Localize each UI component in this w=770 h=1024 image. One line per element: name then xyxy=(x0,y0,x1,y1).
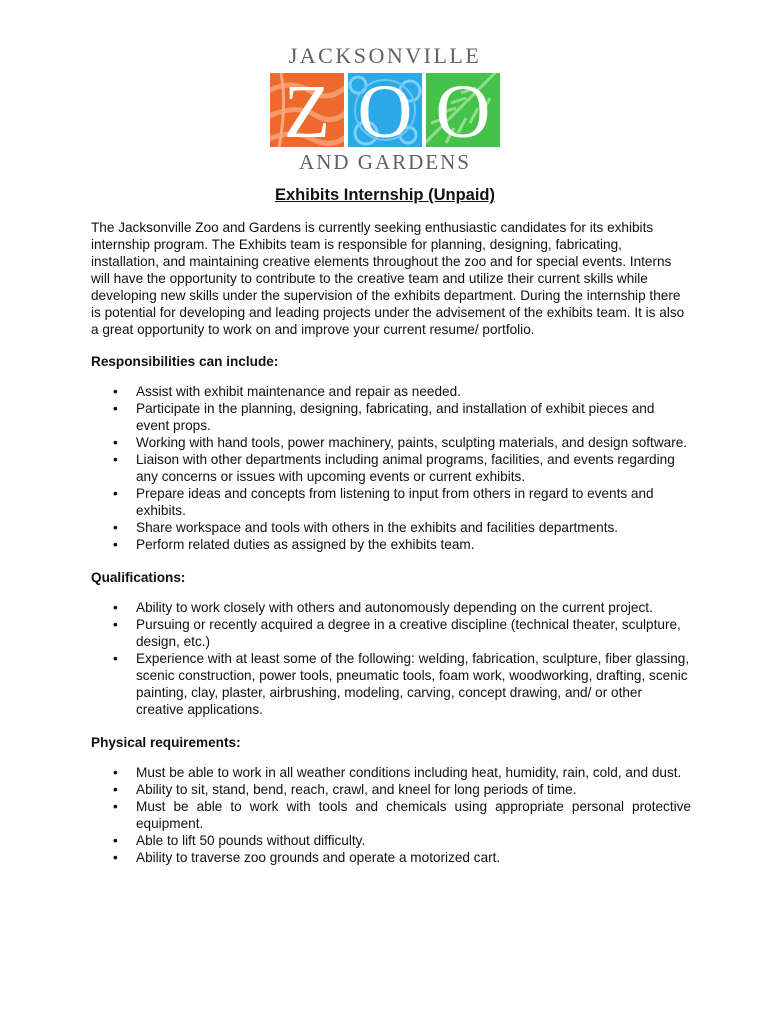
list-item: • Assist with exhibit maintenance and repair as needed. xyxy=(91,383,691,400)
logo-letter-o-1: O xyxy=(357,73,413,147)
logo-tiles xyxy=(270,73,500,147)
zoo-logo xyxy=(270,44,500,172)
list-item: • Perform related duties as assigned by the exhibits team. xyxy=(91,536,691,553)
list-item: • Participate in the planning, designing, fabricating, and installation of exhibit pieces and event props. xyxy=(91,400,691,434)
logo-letter-o-2: O xyxy=(435,73,491,147)
page-title: Exhibits Internship (Unpaid) xyxy=(274,186,495,204)
qualifications-list xyxy=(91,599,691,718)
logo-bottom-text: AND GARDENS xyxy=(299,150,471,174)
list-item: • Share workspace and tools with others in the exhibits and facilities departments. xyxy=(91,519,691,536)
list-item: • Able to lift 50 pounds without difficulty. xyxy=(91,832,691,849)
list-item: • Prepare ideas and concepts from listening to input from others in regard to events and exhibits. xyxy=(91,485,691,519)
list-item: • Ability to work closely with others and autonomously depending on the current project. xyxy=(91,599,691,616)
responsibilities-list xyxy=(91,383,691,553)
list-item: • Liaison with other departments including animal programs, facilities, and events regarding any concerns or issues with upcoming events or current exhibits. xyxy=(91,451,691,485)
physical-requirements-list xyxy=(91,764,691,866)
list-item: • Ability to traverse zoo grounds and operate a motorized cart. xyxy=(91,849,691,866)
logo-tile-blue xyxy=(348,73,422,147)
list-item: • Must be able to work in all weather conditions including heat, humidity, rain, cold, and dust. xyxy=(91,764,691,781)
list-item: • Ability to sit, stand, bend, reach, crawl, and kneel for long periods of time. xyxy=(91,781,691,798)
intro-paragraph: The Jacksonville Zoo and Gardens is currently seeking enthusiastic candidates for its exhibits internship program. The Exhibits team is responsible for planning, designing, fabricating, installation, and maintaining creative elements throughout the zoo and for special events. Interns will have the opportunity to contribute to the creative team and utilize their current skills while developing new skills under the supervision of the exhibits department. During the internship there is potential for developing and leading projects under the advisement of the exhibits team. It is also a great opportunity to work on and improve your current resume/ portfolio. xyxy=(91,220,685,337)
logo-letter-z: Z xyxy=(283,73,331,147)
logo-tile-green xyxy=(426,73,500,147)
qualifications-heading: Qualifications: xyxy=(91,570,186,585)
document-body xyxy=(91,219,691,866)
list-item: • Working with hand tools, power machinery, paints, sculpting materials, and design software. xyxy=(91,434,691,451)
logo-tile-orange xyxy=(270,73,344,147)
list-item: • Experience with at least some of the following: welding, fabrication, sculpture, fiber glassing, scenic construction, power tools, pneumatic tools, foam work, woodworking, drafting, scenic painting, clay, plaster, airbrushing, modeling, carving, concept drawing, and/ or other creative applications. xyxy=(91,650,691,718)
responsibilities-heading: Responsibilities can include: xyxy=(91,354,279,369)
list-item: • Pursuing or recently acquired a degree in a creative discipline (technical theater, sculpture, design, etc.) xyxy=(91,616,691,650)
logo-top-text: JACKSONVILLE xyxy=(288,43,482,68)
list-item: • Must be able to work with tools and chemicals using appropriate personal protective equipment. xyxy=(91,798,691,832)
physical-requirements-heading: Physical requirements: xyxy=(91,735,241,750)
